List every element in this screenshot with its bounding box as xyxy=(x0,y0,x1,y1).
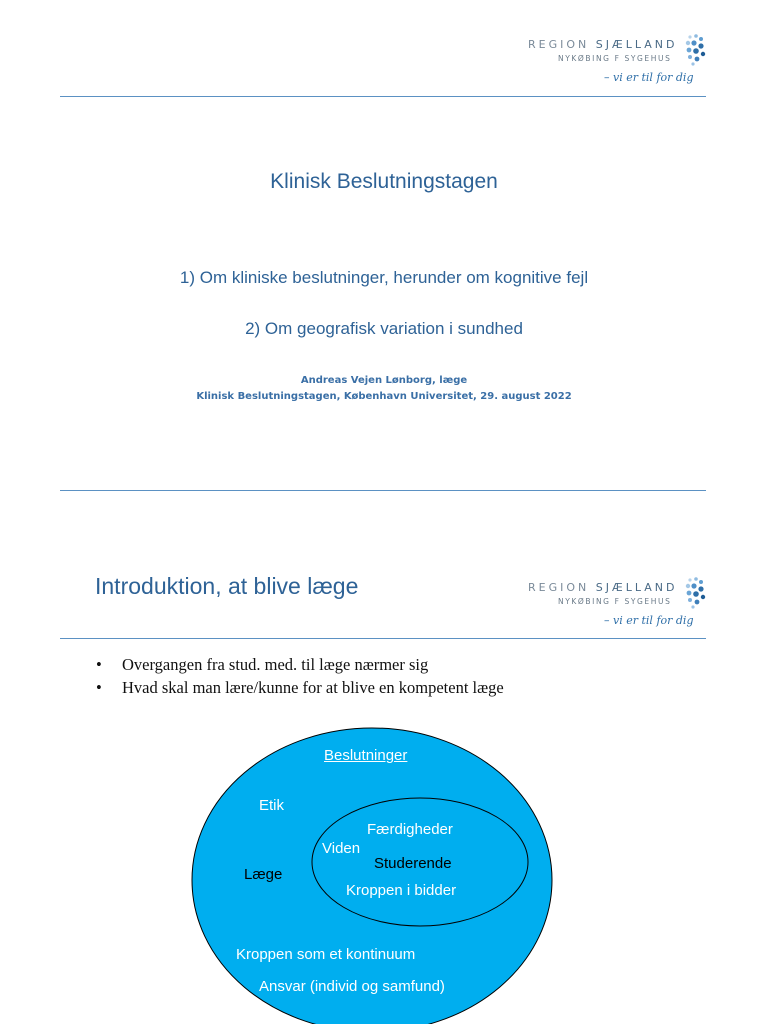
bullet-text: Hvad skal man lære/kunne for at blive en kompetent læge xyxy=(122,678,504,697)
bullet-text: Overgangen fra stud. med. til læge nærmer sig xyxy=(122,655,429,674)
label-doctor: Læge xyxy=(244,866,283,883)
bullet-icon: • xyxy=(96,678,102,697)
label-ethics: Etik xyxy=(259,797,285,814)
bullet-icon: • xyxy=(96,655,102,674)
label-responsibility: Ansvar (individ og samfund) xyxy=(259,978,445,995)
logo-tagline: – vi er til for dig xyxy=(604,71,694,84)
slide1-item-1: 1) Om kliniske beslutninger, herunder om kognitive fejl xyxy=(179,268,589,287)
logo-region-prefix: REGION xyxy=(528,38,590,51)
label-student: Studerende xyxy=(374,855,452,872)
slide1-title: Klinisk Beslutningstagen xyxy=(270,170,498,193)
logo-hospital: NYKØBING F SYGEHUS xyxy=(558,54,672,63)
logo-region-name-2: SJÆLLAND xyxy=(595,581,678,594)
slide2-title: Introduktion, at blive læge xyxy=(95,573,359,599)
logo-region-prefix-2: REGION xyxy=(528,581,590,594)
label-skills: Færdigheder xyxy=(367,821,453,838)
slide1-event: Klinisk Beslutningstagen, København Universitet, 29. august 2022 xyxy=(196,391,572,402)
label-body-continuum: Kroppen som et kontinuum xyxy=(236,946,416,963)
slide1-author: Andreas Vejen Lønborg, læge xyxy=(300,375,468,386)
logo-tagline-2: – vi er til for dig xyxy=(604,614,694,627)
slide1-item-2: 2) Om geografisk variation i sundhed xyxy=(245,319,523,338)
label-knowledge: Viden xyxy=(322,840,361,857)
label-decisions: Beslutninger xyxy=(324,747,408,764)
label-body-parts: Kroppen i bidder xyxy=(346,882,457,899)
logo-hospital-2: NYKØBING F SYGEHUS xyxy=(558,597,672,606)
logo-region-name: SJÆLLAND xyxy=(595,38,678,51)
